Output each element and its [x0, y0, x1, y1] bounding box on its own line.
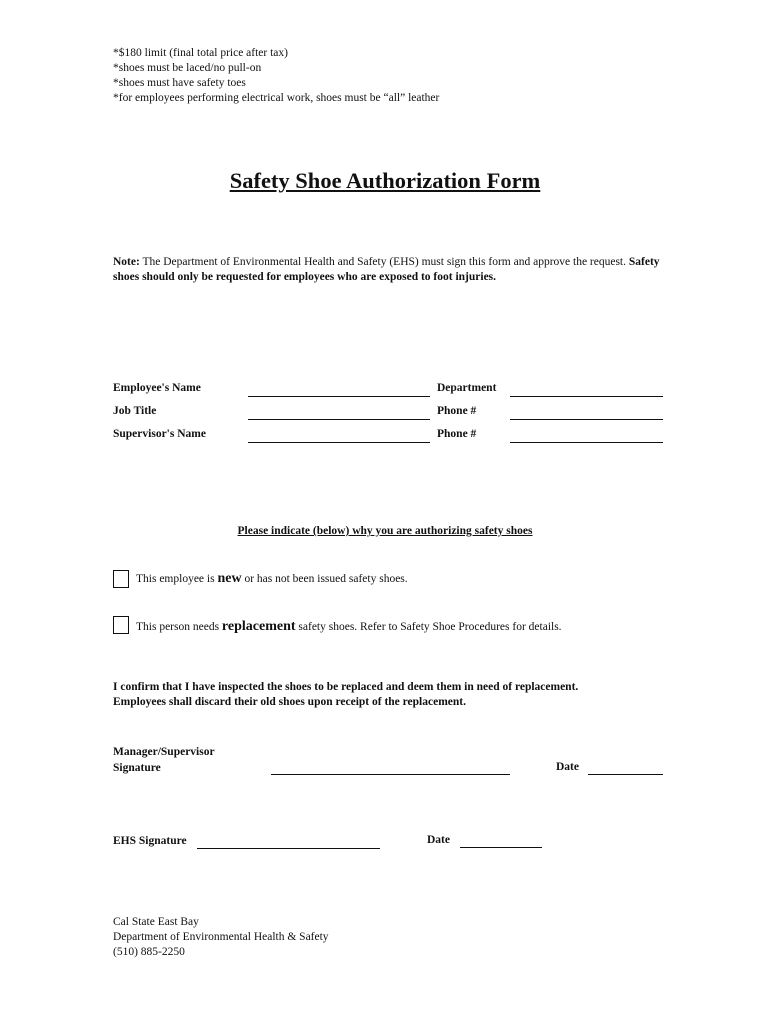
new-employee-checkbox[interactable] — [113, 570, 129, 588]
manager-label-line: Signature — [113, 762, 161, 774]
phone-field[interactable] — [510, 419, 663, 420]
manager-signature-label — [113, 744, 215, 776]
option-text-suffix: safety shoes. Refer to Safety Shoe Procedures for details. — [295, 621, 562, 633]
ehs-date-label: Date — [427, 834, 450, 846]
requirement-item: *shoes must have safety toes — [113, 77, 246, 89]
manager-label-line: Manager/Supervisor — [113, 746, 215, 758]
note-paragraph — [113, 255, 673, 285]
replacement-option-text — [136, 619, 562, 635]
employee-name-field[interactable] — [248, 396, 430, 397]
department-label: Department — [437, 382, 497, 394]
ehs-signature-label: EHS Signature — [113, 835, 187, 847]
ehs-date-field[interactable] — [460, 847, 542, 848]
footer-org: Cal State East Bay — [113, 916, 199, 928]
supervisor-phone-field[interactable] — [510, 442, 663, 443]
requirement-item: *shoes must be laced/no pull-on — [113, 62, 262, 74]
employee-name-label: Employee's Name — [113, 382, 201, 394]
requirement-item: *for employees performing electrical work, shoes must be “all” leather — [113, 92, 440, 104]
confirmation-statement — [113, 680, 578, 710]
manager-date-label: Date — [556, 761, 579, 773]
job-title-label: Job Title — [113, 405, 157, 417]
option-text-prefix: This employee is — [136, 573, 218, 585]
reason-heading: Please indicate (below) why you are authorizing safety shoes — [237, 525, 533, 537]
supervisor-name-label: Supervisor's Name — [113, 428, 206, 440]
department-field[interactable] — [510, 396, 663, 397]
requirements-list — [113, 46, 439, 106]
footer-contact — [113, 915, 329, 960]
manager-signature-field[interactable] — [271, 774, 510, 775]
option-keyword-replacement: replacement — [221, 619, 296, 634]
confirmation-line: Employees shall discard their old shoes upon receipt of the replacement. — [113, 696, 466, 708]
option-keyword-new: new — [217, 571, 242, 586]
note-bold-text: Safety shoes should only be requested for employees who are exposed to foot injuries. — [113, 256, 660, 283]
ehs-signature-field[interactable] — [197, 848, 380, 849]
replacement-checkbox[interactable] — [113, 616, 129, 634]
new-employee-option-text — [136, 571, 408, 587]
form-title: Safety Shoe Authorization Form — [229, 168, 541, 193]
manager-date-field[interactable] — [588, 774, 663, 775]
confirmation-line: I confirm that I have inspected the shoes to be replaced and deem them in need of replacement. — [113, 681, 579, 693]
footer-dept: Department of Environmental Health & Safety — [113, 931, 329, 943]
note-label: Note: — [113, 256, 140, 268]
supervisor-phone-label: Phone # — [437, 428, 477, 440]
option-text-suffix: or has not been issued safety shoes. — [241, 573, 408, 585]
job-title-field[interactable] — [248, 419, 430, 420]
note-text: The Department of Environmental Health and Safety (EHS) must sign this form and approve the request. — [139, 256, 629, 268]
phone-label: Phone # — [437, 405, 477, 417]
option-text-prefix: This person needs — [136, 621, 222, 633]
supervisor-name-field[interactable] — [248, 442, 430, 443]
requirement-item: *$180 limit (final total price after tax) — [113, 47, 288, 59]
footer-phone: (510) 885-2250 — [113, 946, 185, 958]
